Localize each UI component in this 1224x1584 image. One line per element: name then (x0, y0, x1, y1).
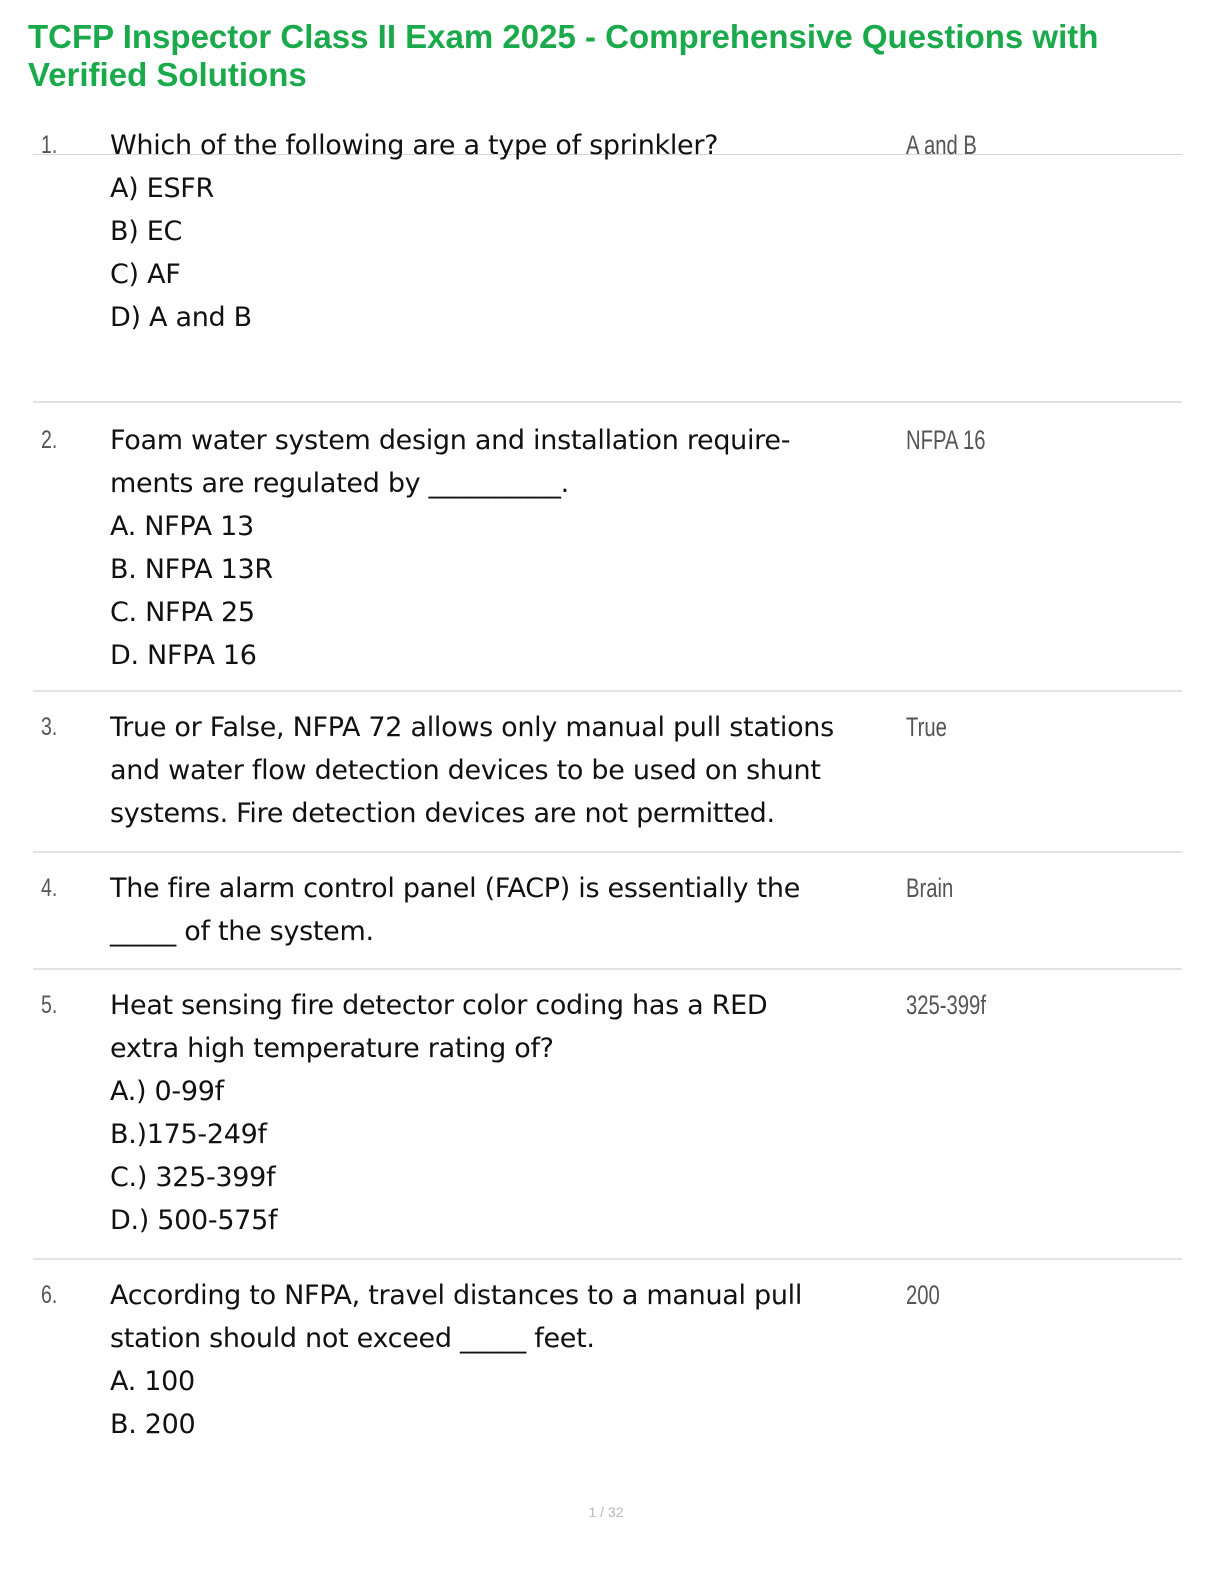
question-number: 5. (41, 991, 58, 1019)
question-line: According to NFPA, travel distances to a manual pull (110, 1280, 803, 1311)
answer-text: NFPA 16 (906, 425, 986, 455)
option-line: A. 100 (110, 1366, 195, 1397)
answer-text: 200 (906, 1280, 940, 1310)
option-line: D) A and B (110, 302, 252, 333)
option-line: C) AF (110, 259, 181, 290)
question-line: ments are regulated by __________. (110, 468, 569, 499)
question-row (33, 403, 1182, 692)
question-line: The fire alarm control panel (FACP) is essentially the (110, 873, 801, 904)
question-row (33, 853, 1182, 970)
question-number: 3. (41, 713, 58, 741)
question-row (33, 108, 1182, 403)
question-line: extra high temperature rating of? (110, 1033, 554, 1064)
option-line: D. NFPA 16 (110, 640, 257, 671)
answer-text: True (906, 712, 947, 742)
option-line: B) EC (110, 216, 183, 247)
question-text (110, 419, 900, 677)
option-line: C.) 325-399f (110, 1162, 276, 1193)
question-number: 2. (41, 426, 58, 454)
question-row (33, 1260, 1182, 1460)
option-line: D.) 500-575f (110, 1205, 278, 1236)
question-text (110, 1274, 900, 1446)
question-row (33, 692, 1182, 853)
document-title: TCFP Inspector Class II Exam 2025 - Comprehensive Questions with Verified Solutions (28, 18, 1099, 93)
question-line: _____ of the system. (110, 916, 374, 947)
question-text (110, 867, 900, 953)
question-line: Heat sensing fire detector color coding has a RED (110, 990, 768, 1021)
option-line: A. NFPA 13 (110, 511, 254, 542)
question-text (110, 706, 900, 835)
answer-text: 325-399f (906, 990, 986, 1020)
question-line: and water flow detection devices to be used on shunt (110, 755, 821, 786)
option-line: B. 200 (110, 1409, 196, 1440)
page-number: 1 / 32 (588, 1504, 624, 1520)
option-line: C. NFPA 25 (110, 597, 255, 628)
question-line: True or False, NFPA 72 allows only manual pull stations (110, 712, 834, 743)
question-line: Foam water system design and installation require- (110, 425, 791, 456)
option-line: B.)175-249f (110, 1119, 267, 1150)
question-row (33, 970, 1182, 1260)
question-number: 6. (41, 1281, 58, 1309)
question-list (33, 108, 1182, 1460)
option-line: A.) 0-99f (110, 1076, 224, 1107)
question-line: systems. Fire detection devices are not permitted. (110, 798, 775, 829)
answer-text: Brain (906, 873, 954, 903)
question-number: 1. (41, 131, 58, 159)
question-number: 4. (41, 874, 58, 902)
answer-text: A and B (906, 130, 977, 160)
question-text (110, 124, 900, 339)
option-line: B. NFPA 13R (110, 554, 273, 585)
question-text (110, 984, 900, 1242)
question-line: Which of the following are a type of sprinkler? (110, 130, 719, 161)
question-line: station should not exceed _____ feet. (110, 1323, 595, 1354)
option-line: A) ESFR (110, 173, 214, 204)
